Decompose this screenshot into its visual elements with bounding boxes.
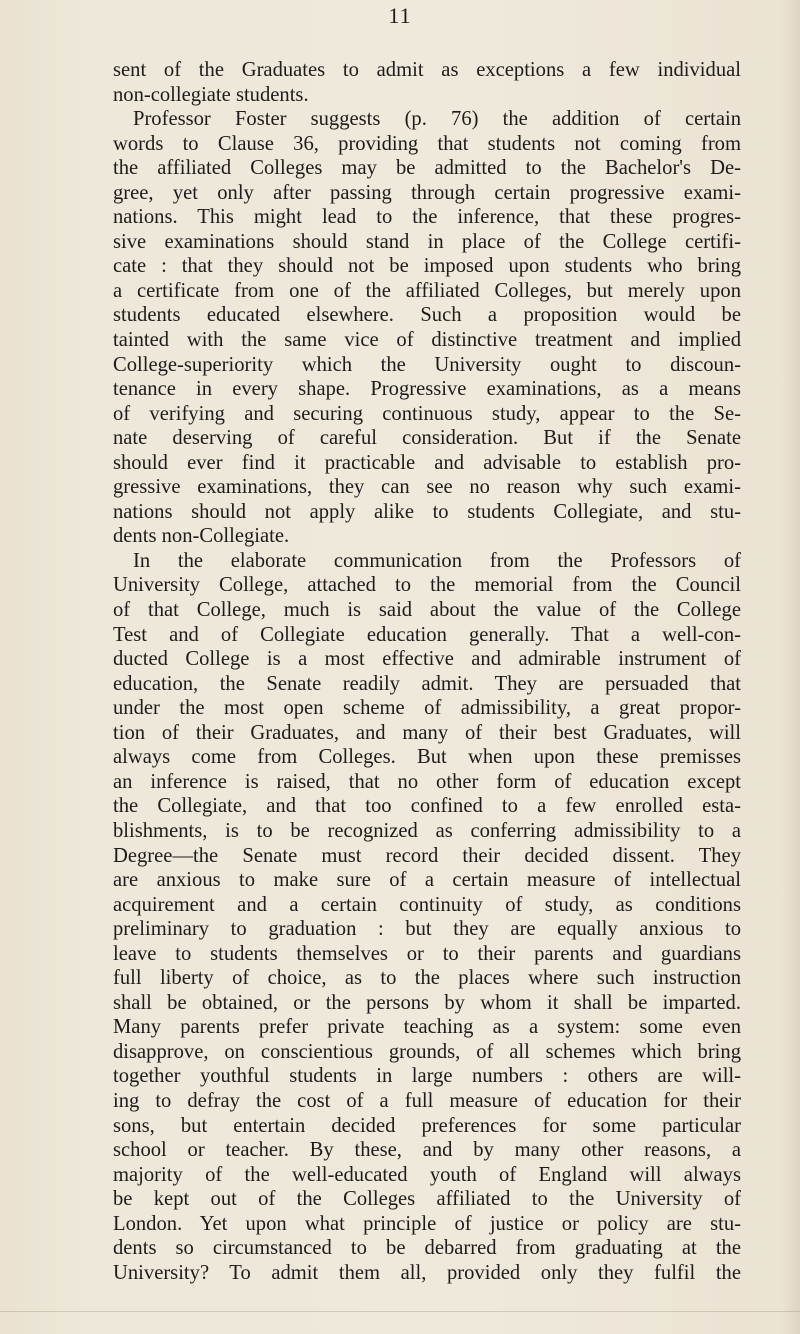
text-line: acquirement and a certain continuity of study, as conditions (113, 893, 741, 916)
text-line: London. Yet upon what principle of justice or policy are stu- (113, 1212, 741, 1235)
text-line: ing to defray the cost of a full measure of education for their (113, 1089, 741, 1112)
text-line: full liberty of choice, as to the places where such instruction (113, 967, 741, 990)
text-line: dents so circumstanced to be debarred from graduating at the (113, 1237, 741, 1260)
text-line: majority of the well-educated youth of England will always (113, 1163, 741, 1186)
text-line: sive examinations should stand in place of the College certifi- (113, 230, 741, 253)
text-line: together youthful students in large numbers : others are will- (113, 1065, 741, 1088)
text-line: be kept out of the Colleges affiliated to the University of (113, 1188, 741, 1211)
text-line: always come from Colleges. But when upon these premisses (113, 746, 741, 769)
text-line: education, the Senate readily admit. They are persuaded that (113, 672, 741, 695)
text-line: the affiliated Colleges may be admitted to the Bachelor's De- (113, 157, 741, 180)
text-line: tenance in every shape. Progressive examinations, as a means (113, 378, 741, 401)
text-line: the Collegiate, and that too confined to a few enrolled esta- (113, 795, 741, 818)
text-line: nations should not apply alike to students Collegiate, and stu- (113, 500, 741, 523)
text-line: blishments, is to be recognized as conferring admissibility to a (113, 819, 741, 842)
text-line: Test and of Collegiate education generally. That a well-con- (113, 623, 741, 646)
text-line: nate deserving of careful consideration. But if the Senate (113, 427, 741, 450)
text-line: disapprove, on conscientious grounds, of all schemes which bring (113, 1040, 741, 1063)
text-line: gree, yet only after passing through certain progressive exami- (113, 181, 741, 204)
text-line: tion of their Graduates, and many of their best Graduates, will (113, 721, 741, 744)
text-line: Professor Foster suggests (p. 76) the addition of certain (133, 108, 741, 131)
page-number: 11 (388, 3, 412, 28)
text-line: nations. This might lead to the inference, that these progres- (113, 206, 741, 229)
text-line: University College, attached to the memorial from the Council (113, 574, 741, 597)
text-line: University? To admit them all, provided only they fulfil the (113, 1261, 741, 1284)
text-line: gressive examinations, they can see no reason why such exami- (113, 476, 741, 499)
text-line: under the most open scheme of admissibility, a great propor- (113, 697, 741, 720)
text-line: cate : that they should not be imposed upon students who bring (113, 255, 741, 278)
text-line: of that College, much is said about the value of the College (113, 599, 741, 622)
text-line: shall be obtained, or the persons by whom it shall be imparted. (113, 991, 741, 1014)
text-line: should ever find it practicable and advisable to establish pro- (113, 451, 741, 474)
text-line: non-collegiate students. (113, 83, 309, 106)
text-line: school or teacher. By these, and by many other reasons, a (113, 1139, 741, 1162)
text-line: sons, but entertain decided preferences for some particular (113, 1114, 741, 1137)
text-line: of verifying and securing continuous study, appear to the Se- (113, 402, 741, 425)
text-line: Many parents prefer private teaching as a system: some even (113, 1016, 741, 1039)
text-line: In the elaborate communication from the Professors of (133, 549, 741, 572)
text-line: words to Clause 36, providing that students not coming from (113, 132, 741, 155)
text-line: College-superiority which the University ought to discoun- (113, 353, 741, 376)
page-edge-shadow (782, 0, 800, 1334)
text-line: Degree—the Senate must record their decided dissent. They (113, 844, 741, 867)
text-line: preliminary to graduation : but they are equally anxious to (113, 918, 741, 941)
text-line: students educated elsewhere. Such a proposition would be (113, 304, 741, 327)
text-line: sent of the Graduates to admit as exceptions a few individual (113, 59, 741, 81)
text-line: leave to students themselves or to their parents and guardians (113, 942, 741, 965)
text-line: ducted College is a most effective and admirable instrument of (113, 648, 741, 671)
text-line: a certificate from one of the affiliated Colleges, but merely upon (113, 279, 741, 302)
body-text (113, 58, 741, 1285)
text-line: are anxious to make sure of a certain measure of intellectual (113, 869, 741, 892)
text-line: dents non-Collegiate. (113, 525, 290, 548)
page-bottom-edge (0, 1311, 800, 1312)
text-line: tainted with the same vice of distinctive treatment and implied (113, 329, 741, 352)
text-line: an inference is raised, that no other form of education except (113, 770, 741, 793)
